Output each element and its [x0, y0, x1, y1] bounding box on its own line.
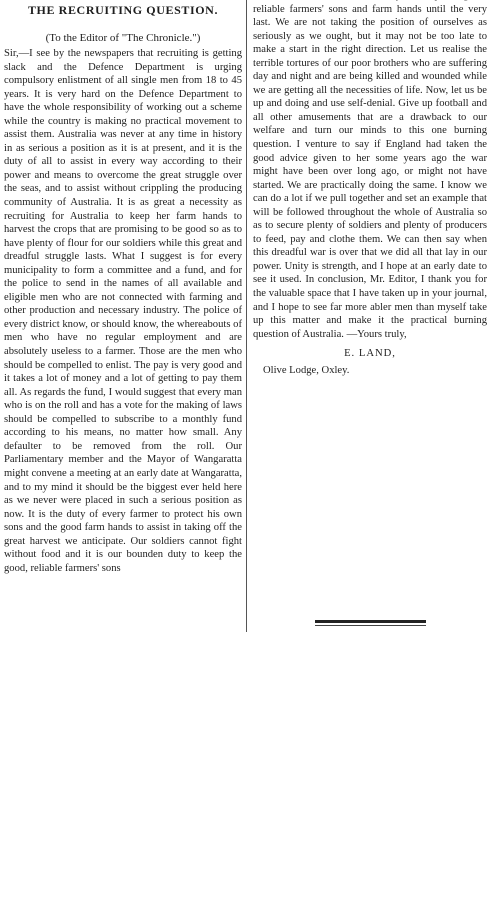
- letter-body-left: Sir,—I see by the newspapers that recruiting is getting slack and the Defence Department is urging compulsory enlistment of all single men from 18 to 45 years. It is very hard on the Defence Department to have the whole responsibility of working out a scheme while the country is making no practical movement to assist them. Australia was never at any time in history in as serious a position as it is at present, and it is the duty of all to assist in every way according to their power and means to overcome the great struggle over the seas, and to assist without crippling the producing community of Australia. It is as great a necessity as recruiting for Australia to keep her farm hands to harvest the crops that are promising to be good so as to have plenty of flour for our soldiers while this great and dreadful struggle lasts. What I suggest is for every municipality to form a committee and a fund, and for the police to send in the names of all available and eligible men who are not connected with farming and other production and necessary industry. The police of every district know, or should know, the whereabouts of men who have no regular employment and are absolutely useless to a farmer. Those are the men who should be compelled to enlist. The pay is very good and it takes a lot of money and a lot of getting to pay them all. As regards the fund, I would suggest that every man who is on the roll and has a vote for the making of laws should be compelled to subscribe to a monthly fund according to his means, no matter how small. Any defaulter to be removed from the roll. Our Parliamentary member and the Mayor of Wangaratta might convene a meeting at an early date at Wangaratta, and to my mind it should be the biggest ever held here as we never were placed in such a serious position as now. It is the duty of every farmer to protect his own sons and the good farm hands to assist in taking off the great harvest we anticipate. Our soldiers cannot fight without food and it is our bounden duty to keep the good, reliable farmers' sons: [4, 48, 242, 574]
- signature: E. LAND,: [344, 348, 396, 360]
- left-column: [4, 0, 242, 900]
- right-column: [253, 0, 487, 632]
- addressee-line: (To the Editor of "The Chronicle."): [45, 32, 201, 44]
- article-title: THE RECRUITING QUESTION.: [27, 3, 219, 17]
- end-rule: [315, 620, 426, 623]
- end-rule-thin: [315, 625, 426, 626]
- blank-area: [247, 632, 490, 900]
- sender-address: Olive Lodge, Oxley.: [263, 364, 350, 376]
- letter-body-right: reliable farmers' sons and farm hands until the very last. We are not taking the position of ourselves as seriously as we ought, but it may not be too late to make a start in the right direction. Let us realise the terrible tortures of our poor brothers who are suffering day and night and are being killed and wounded while we are getting all the necessities of life. Now, let us be up and doing and use self-denial. Give up football and all other amusements that are a drawback to our welfare and turn our minds to this one burning question. I venture to say if England had taken the good advice given to her some years ago the war might have been over long ago, or might not have started. We are practically doing the same. I know we can do a lot if we pull together and set an example that will be followed throughout the whole of Australia so as to secure plenty of soldiers and plenty of producers to feed, pay and clothe them. We can then say when this dreadful war is over that we did all that lay in our power. Unity is strength, and I hope at an early date to see it used. In conclusion, Mr. Editor, I thank you for the valuable space that I have taken up in your journal, and I hope to see far more abler men than myself take up this matter and make it the practical burning question of Australia. —Yours truly,: [253, 3, 487, 340]
- column-divider: [246, 0, 247, 632]
